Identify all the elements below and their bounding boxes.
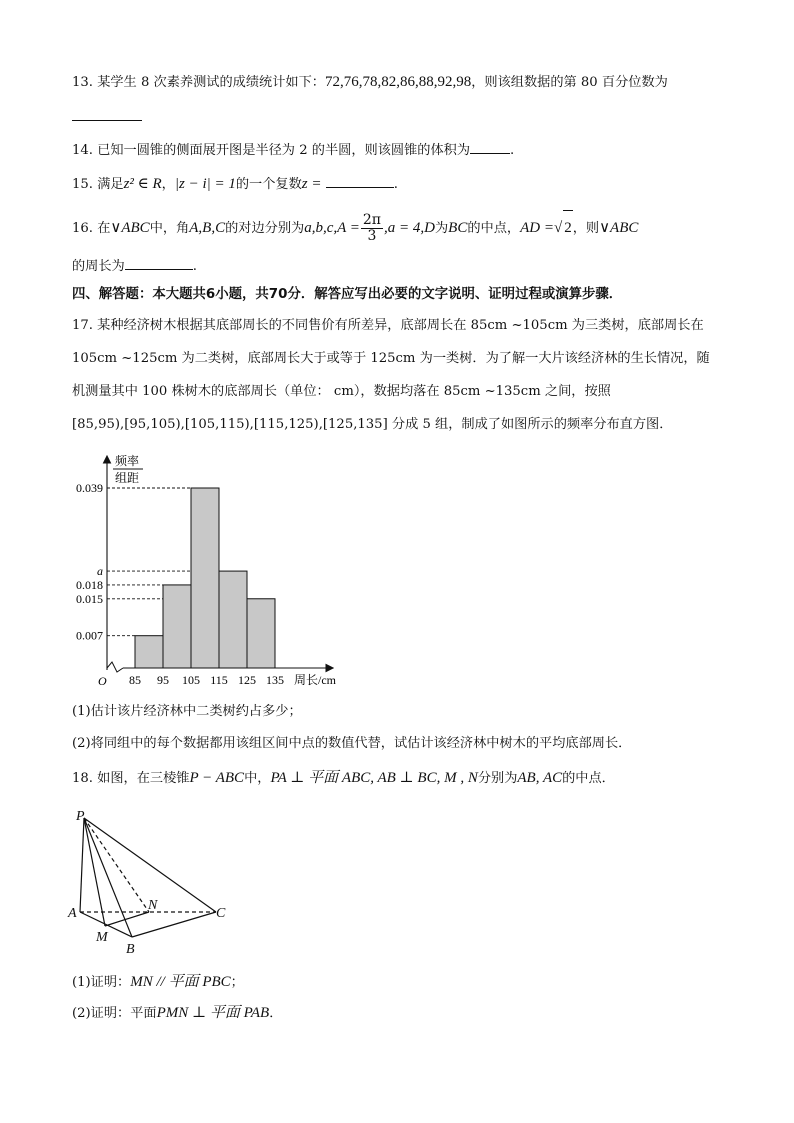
- q17-line2: 105cm ~125cm 为二类树，底部周长大于或等于 125cm 为一类树．为了解一大片该经济林的生长情况，随: [72, 351, 710, 366]
- q13-answer-blank-line: [72, 106, 142, 128]
- point-B: B: [126, 942, 135, 957]
- hist-bar-5: [247, 599, 275, 668]
- q18-sub2-end: ．: [269, 1006, 283, 1021]
- point-N: N: [148, 898, 158, 913]
- q14-line: 14. 已知一圆锥的侧面展开图是半径为 2 的半圆，则该圆锥的体积为 .: [72, 139, 514, 161]
- point-P: P: [76, 809, 85, 824]
- edge-PA: [80, 818, 84, 912]
- q18-cond: PA ⊥ 平面 ABC, AB ⊥ BC, M , N: [270, 770, 478, 786]
- hist-ylabel-top: 频率: [115, 454, 140, 468]
- q16-line2-text: 的周长为: [72, 259, 125, 274]
- section4-mid: 小题，共: [215, 287, 269, 302]
- q16-sqrt-sign: √: [553, 220, 563, 236]
- q18-sub1-math: MN // 平面 PBC: [130, 974, 231, 990]
- q16-bc: BC: [448, 220, 468, 236]
- q15-number: 15.: [72, 177, 93, 192]
- q15-text-a: 满足: [97, 177, 124, 192]
- q16-text-a: 在: [97, 221, 111, 236]
- q16-number: 16.: [72, 221, 93, 236]
- q13-answer-blank[interactable]: [72, 106, 142, 121]
- point-A: A: [68, 906, 77, 921]
- section4-title: 四、解答题：本大题共: [72, 287, 206, 302]
- section4-rest: 分．解答应写出必要的文字说明、证明过程或演算步骤．: [287, 287, 623, 302]
- hist-xtick-6: 135: [266, 673, 284, 687]
- q18-pyramid-figure: [66, 806, 236, 966]
- q13-scores: 72,76,78,82,86,88,92,98: [324, 74, 472, 90]
- q16-sqrt: 2: [563, 210, 573, 245]
- q16-sides: a,b,c,A =: [304, 220, 360, 236]
- hist-ytick-4: 0.015: [76, 591, 103, 606]
- q15-line: 15. 满足z² ∈ R，|z − i| = 1的一个复数z = .: [72, 173, 398, 195]
- q18-sub2-prefix: (2)证明：平面: [72, 1006, 157, 1021]
- q18-tail: 分别为: [477, 771, 518, 786]
- hist-bar-3: [191, 488, 219, 668]
- section4-heading: [72, 285, 622, 305]
- q18-sub1-prefix: (1)证明：: [72, 975, 131, 990]
- q17-line4: [85,95),[95,105),[105,115),[115,125),[125,135] 分成 5 组，制成了如图所示的频率分布直方图．: [72, 417, 673, 432]
- q16-line1: [72, 210, 638, 246]
- q15-cond2: |z − i| = 1: [174, 176, 236, 192]
- hist-xtick-2: 95: [157, 673, 169, 687]
- q13-text-b: ，则该组数据的第 80 百分位数为: [471, 75, 668, 90]
- q13-line1: [72, 72, 668, 93]
- q16-text-e: 的中点，: [467, 221, 521, 236]
- q18-pabc: P − ABC: [189, 770, 245, 786]
- q13-number: 13.: [72, 75, 93, 90]
- hist-ytick-2: a: [97, 564, 103, 579]
- q18-abac: AB, AC: [517, 770, 563, 786]
- q17-sub2: (2)将同组中的每个数据都用该组区间中点的数值代替，试估计该经济林中树木的平均底部周长．: [72, 736, 632, 751]
- q18-sub1: [72, 972, 244, 993]
- q16-answer-blank[interactable]: [125, 255, 193, 270]
- hist-xtick-1: 85: [129, 673, 141, 687]
- hist-xtick-3: 105: [182, 673, 200, 687]
- hist-origin: O: [98, 674, 107, 688]
- q14-text: 已知一圆锥的侧面展开图是半径为 2 的半圆，则该圆锥的体积为: [97, 143, 471, 158]
- hist-bar-1: [135, 636, 163, 668]
- hist-bar-4: [219, 571, 247, 668]
- q17-line3: 机测量其中 100 株树木的底部周长（单位： cm），数据均落在 85cm ~135cm 之间，按照: [72, 384, 611, 399]
- hist-xtick-4: 115: [210, 673, 228, 687]
- q16-triangle2: ∨ABC: [599, 220, 639, 236]
- edge-BC: [132, 912, 216, 937]
- point-M: M: [96, 930, 108, 945]
- q16-frac-num: 2π: [362, 212, 381, 228]
- q16-text-b: 中，角: [149, 221, 190, 236]
- q15-cond1: z² ∈ R: [123, 176, 162, 192]
- q13-text-a: 某学生 8 次素养测试的成绩统计如下：: [97, 75, 325, 90]
- q15-text-b: 的一个复数: [235, 177, 302, 192]
- q18-end: 的中点．: [562, 771, 615, 786]
- q16-frac-den: 3: [367, 228, 377, 244]
- q17-line1: 17. 某种经济树木根据其底部周长的不同售价有所差异，底部周长在 85cm ~105cm 为三类树，底部周长在: [72, 318, 704, 333]
- q16-text-c: 的对边分别为: [225, 221, 305, 236]
- hist-ytick-3: 0.018: [76, 577, 103, 592]
- q17-histogram: [60, 445, 360, 695]
- q15-var: z =: [301, 176, 322, 192]
- q16-cond: ,a = 4,D: [384, 220, 435, 236]
- hist-ylabel-bottom: 组距: [115, 471, 140, 485]
- hist-bars: [135, 488, 275, 668]
- hist-axis-break: [107, 662, 123, 672]
- hist-ytick-5: 0.007: [76, 628, 103, 643]
- q14-answer-blank[interactable]: [470, 139, 510, 154]
- hist-ytick-1: 0.039: [76, 481, 103, 495]
- q15-sep: ，: [161, 177, 175, 192]
- q16-ad: AD =: [520, 220, 554, 236]
- section4-count: 6: [205, 287, 216, 302]
- q18-line1: [72, 768, 615, 789]
- q14-number: 14.: [72, 143, 93, 158]
- q17-sub1: (1)估计该片经济林中二类树约占多少；: [72, 704, 302, 719]
- edge-PM: [84, 818, 105, 926]
- q18-mid: 中，: [244, 771, 271, 786]
- hist-bar-2: [163, 585, 191, 668]
- q16-angles: A,B,C: [189, 220, 226, 236]
- q16-fraction: [361, 213, 383, 244]
- section4-score: 70: [268, 287, 288, 302]
- q16-text-f: ，则: [572, 221, 600, 236]
- q18-sub2-math: PMN ⊥ 平面 PAB: [156, 1005, 270, 1021]
- q16-text-d: 为: [434, 221, 449, 236]
- hist-xlabel: 周长/cm: [294, 673, 336, 687]
- q16-triangle: ∨ABC: [110, 220, 150, 236]
- q18-sub1-end: ；: [230, 975, 244, 990]
- q15-answer-blank[interactable]: [326, 173, 394, 188]
- q16-line2: 的周长为 .: [72, 255, 197, 277]
- q18-text-a: 18. 如图，在三棱锥: [72, 771, 190, 786]
- q18-sub2: [72, 1003, 282, 1024]
- hist-xtick-5: 125: [238, 673, 256, 687]
- point-C: C: [216, 906, 226, 921]
